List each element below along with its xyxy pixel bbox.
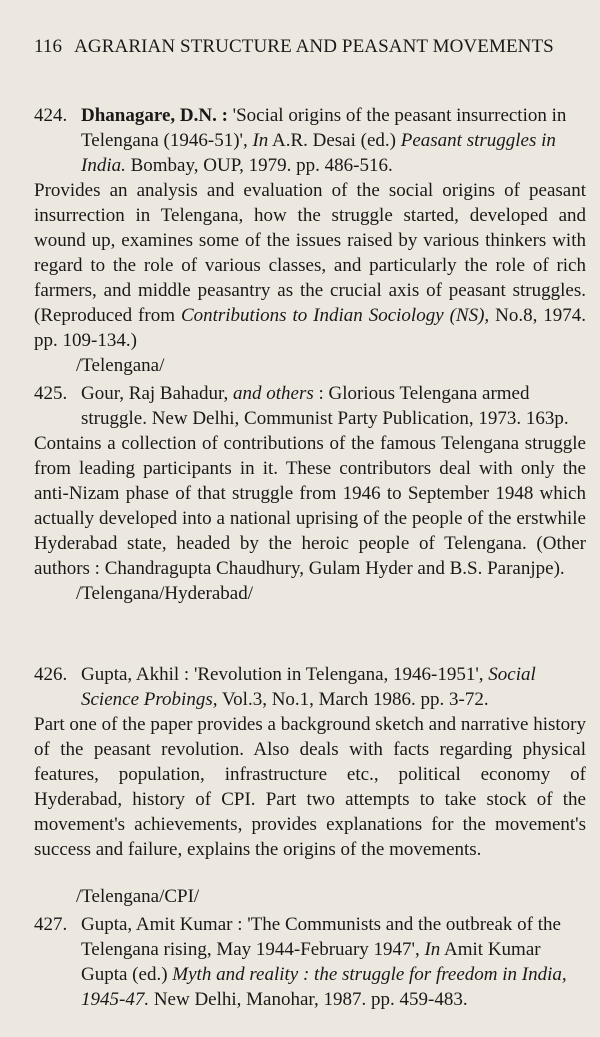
entry-author: Gupta, Akhil : [81,664,190,685]
journal-title: Social Science Probings, [81,664,536,710]
running-title: AGRARIAN STRUCTURE AND PEASANT MOVEMENTS [74,36,554,57]
entry-number: 424. [34,105,68,126]
book-title: Myth and reality : the struggle for freedom in India, 1945-47. [81,964,567,1010]
publication-info: New Delhi, Manohar, 1987. pp. 459-483. [149,989,468,1010]
entry-title: 'Social origins of the peasant insurrection in Telengana (1946-51)', [81,105,567,151]
annotation: Contains a collection of contributions of the famous Telengana struggle from leading participants in it. These contributors deal with only the anti-Nizam phase of that struggle from 1946 to September 1948 which actually developed into a national uprising of the people of the erstwhile Hyderabad state, headed by the heroic people of Telengana. (Other authors : Chandragupta Chaudhury, Gulam Hyder and B.S. Paranjpe). [34,433,586,579]
author-extra: and others [233,383,314,404]
in-label: In [424,939,441,960]
bibliography-entry-425 [34,381,586,606]
publication-info: Bombay, OUP, 1979. pp. 486-516. [125,155,393,176]
subject-tag: /Telengana/CPI/ [76,886,200,907]
annotation: Provides an analysis and evaluation of the social origins of peasant insurrection in Telengana, how the struggle started, developed and wound up, examines some of the issues raised by various thinkers with regard to the role of various classes, and particularly the role of rich farmers, and middle peasantry as the crucial axis of peasant struggles. (Reproduced from Contributions to Indian Sociology (NS), No.8, 1974. pp. 109-134.) [34,180,586,351]
entry-editor: Amit Kumar Gupta (ed.) [81,939,541,985]
citation [34,381,586,431]
in-label: In [252,130,269,151]
entry-title: 'Revolution in Telengana, 1946-1951', [189,664,489,685]
bibliography-entry-426 [34,662,586,909]
subject-tag: /Telengana/Hyderabad/ [76,583,253,604]
bibliography-entry-424 [34,103,586,378]
citation [34,912,586,1012]
entry-author: Gour, Raj Bahadur, [81,383,234,404]
entry-number: 427. [34,914,68,935]
journal-title: Contributions to Indian Sociology (NS), [180,305,490,326]
entry-number: 425. [34,383,68,404]
entry-author: Gupta, Amit Kumar : [81,914,243,935]
page-header [34,36,554,58]
book-title: Peasant struggles in India. [81,130,556,176]
annotation: Part one of the paper provides a background sketch and narrative history of the peasant revolution. Also deals with facts regarding physical features, population, infrastructure etc., political economy of Hyderabad, history of CPI. Part two attempts to take stock of the movement's achievements, provides explanations for the movement's success and failure, explains the origins of the movements. [34,714,586,860]
entry-title: : Glorious Telengana armed struggle. New Delhi, Communist Party Publication, 1973. 163p. [81,383,569,429]
entry-editor: A.R. Desai (ed.) [268,130,401,151]
citation [34,662,586,712]
page-number: 116 [34,36,63,57]
citation [34,103,586,178]
entry-author: Dhanagare, D.N. : [81,105,228,126]
publication-info: Vol.3, No.1, March 1986. pp. 3-72. [217,689,489,710]
bibliography-entry-427 [34,912,586,1012]
subject-tag: /Telengana/ [76,355,165,376]
entry-number: 426. [34,664,68,685]
entry-title: 'The Communists and the outbreak of the Telengana rising, May 1944-February 1947', [81,914,561,960]
